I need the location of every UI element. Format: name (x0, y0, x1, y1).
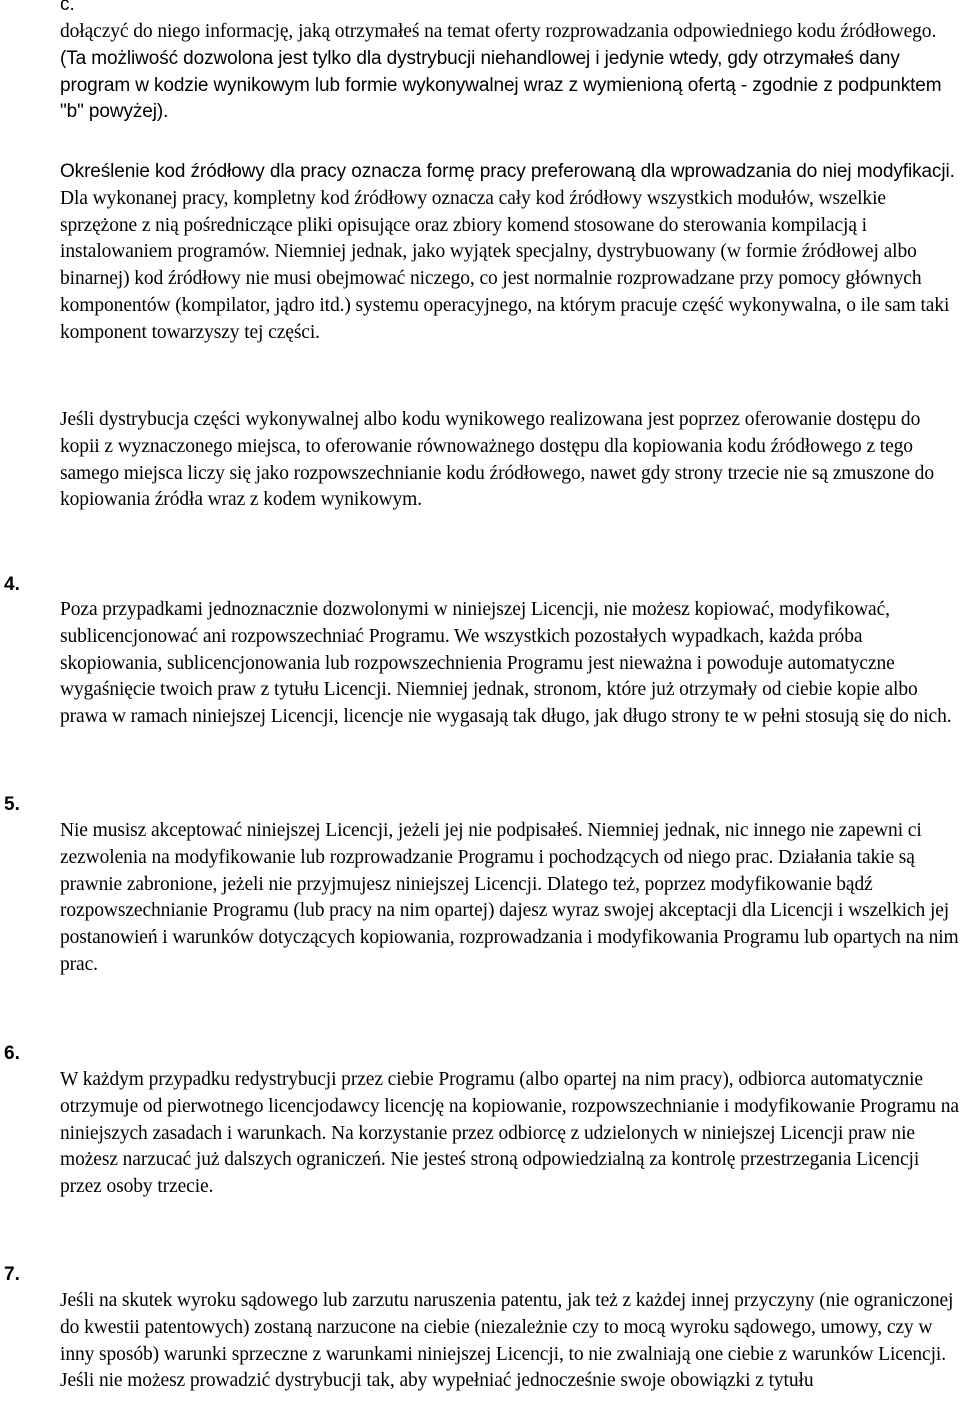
distribution-paragraph: Jeśli dystrybucja części wykonywalnej albo kodu wynikowego realizowana jest poprzez oferowanie dostępu do kopii z wyznaczonego miejsca, to oferowanie równoważnego dostępu dla kopiowania kodu źródłowego z tego samego miejsca liczy się jako rozpowszechnianie kodu źródłowego, nawet gdy strony trzecie nie są zmuszone do kopiowania źródła wraz z kodem wynikowym. (60, 409, 934, 511)
section-6-paragraph: W każdym przypadku redystrybucji przez ciebie Programu (albo opartej na nim pracy), odbiorca automatycznie otrzymuje od pierwotnego licencjodawcy licencję na kopiowanie, rozpowszechnianie i modyfikowanie Programu na niniejszych zasadach i warunkach. Na korzystanie przez odbiorcę z udzielonych w niniejszej Licencji praw nie możesz narzucać już dalszych ograniczeń. Nie jesteś stroną odpowiedzialną za kontrolę przestrzegania Licencji przez osoby trzecie. (60, 1069, 959, 1198)
list-marker-c: c. (60, 0, 75, 15)
section-number-7: 7. (4, 1264, 20, 1285)
section-number-5: 5. (4, 794, 20, 815)
item-c-lead: dołączyć do niego informację, jaką otrzymałeś na temat oferty rozprowadzania odpowiedniego kodu źródłowego. (60, 21, 937, 42)
section-number-6: 6. (4, 1043, 20, 1064)
section-number-4: 4. (4, 574, 20, 595)
section-4-paragraph: Poza przypadkami jednoznacznie dozwolonymi w niniejszej Licencji, nie możesz kopiować, modyfikować, sublicencjonować ani rozpowszechniać Programu. We wszystkich pozostałych wypadkach, każda próba skopiowania, sublicencjonowania lub rozpowszechnienia Programu jest nieważna i powoduje automatyczne wygaśnięcie twoich praw z tytułu Licencji. Niemniej jednak, stronom, które już otrzymały od ciebie kopie albo prawa w ramach niniejszej Licencji, licencje nie wygasają tak długo, jak długo strony te w pełni stosują się do nich. (60, 599, 952, 728)
section-5-paragraph: Nie musisz akceptować niniejszej Licencji, jeżeli jej nie podpisałeś. Niemniej jednak, nic innego nie zapewni ci zezwolenia na modyfikowanie lub rozprowadzanie Programu i pochodzących od niego prac. Działania takie są prawnie zabronione, jeżeli nie przyjmujesz niniejszej Licencji. Dlatego też, poprzez modyfikowanie bądź rozpowszechnianie Programu (lub pracy na nim opartej) dajesz wyraz swojej akceptacji dla Licencji i wszelkich jej postanowień i warunków dotyczących kopiowania, rozprowadzania i modyfikowania Programu lub opartych na nim prac. (60, 820, 959, 975)
section-7-paragraph: Jeśli na skutek wyroku sądowego lub zarzutu naruszenia patentu, jak też z każdej innej przyczyny (nie ograniczonej do kwestii patentowych) zostaną narzucone na ciebie (niezależnie czy to mocą wyroku sądowego, umowy, czy w inny sposób) warunki sprzeczne z warunkami niniejszej Licencji, to nie zwalniają one ciebie z warunków Licencji. Jeśli nie możesz prowadzić dystrybucji tak, aby wypełniać jednocześnie swoje obowiązki z tytułu (60, 1290, 954, 1392)
source-code-definition-paragraph (60, 159, 960, 347)
definition-rest: Dla wykonanej pracy, kompletny kod źródłowy oznacza cały kod źródłowy wszystkich modułów, wszelkie sprzężone z nią pośredniczące pliki opisujące oraz zbiory komend stosowane do sterowania kompilacją i instalowaniem programów. Niemniej jednak, jako wyjątek specjalny, dystrybuowany (w formie źródłowej albo binarnej) kod źródłowy nie musi obejmować niczego, co jest normalnie rozprowadzane przy pomocy głównych komponentów (kompilator, jądro itd.) systemu operacyjnego, na którym pracuje część wykonywalna, o ile sam taki komponent towarzyszy tej części. (60, 187, 950, 343)
item-c-rest: (Ta możliwość dozwolona jest tylko dla dystrybucji niehandlowej i jedynie wtedy, gdy otrzymałeś dany program w kodzie wynikowym lub formie wykonywalnej wraz z wymienioną ofertą - zgodnie z podpunktem "b" powyżej). (60, 47, 942, 123)
definition-lead: Określenie kod źródłowy dla pracy oznacza formę pracy preferowaną dla wprowadzania do niej modyfikacji. (60, 161, 955, 182)
item-c-paragraph (60, 19, 960, 126)
